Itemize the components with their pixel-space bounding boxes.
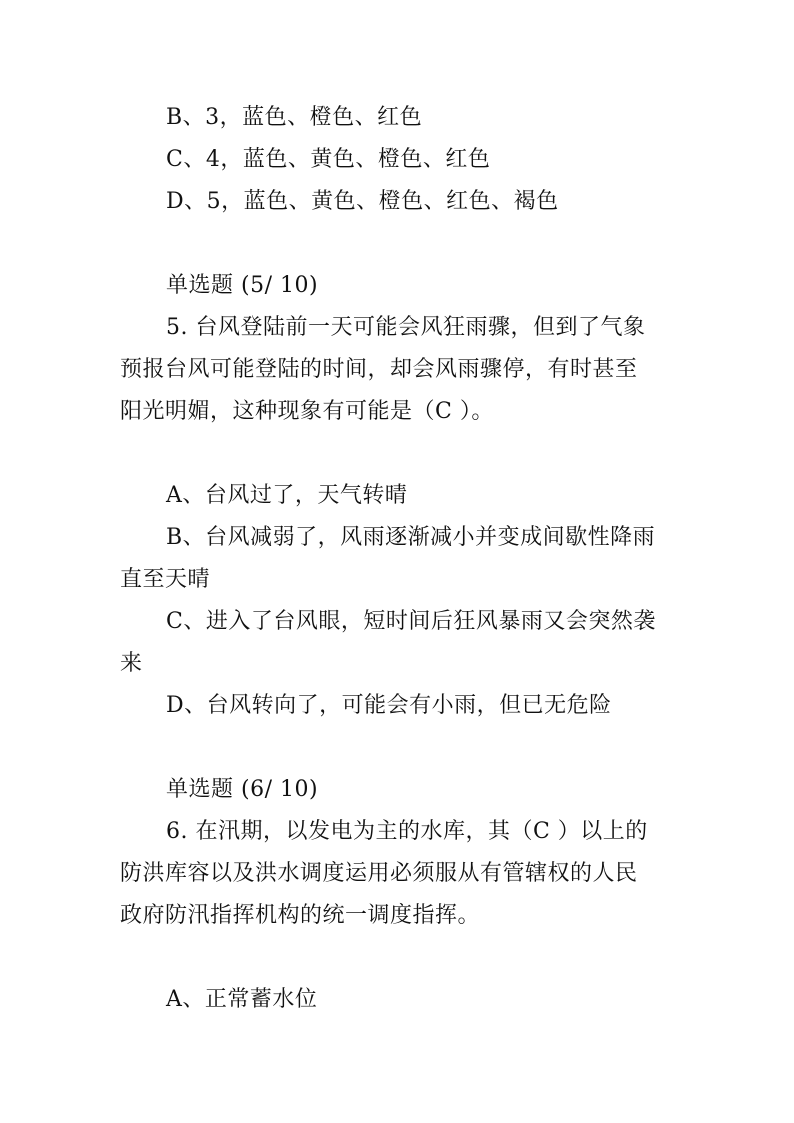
question-5-text-line-2: 预报台风可能登陆的时间，却会风雨骤停，有时甚至 — [120, 357, 638, 382]
question-6-header: 单选题 (6/ 10) — [166, 777, 319, 802]
question-5-option-c-continued: 来 — [120, 651, 143, 676]
question-5-option-b-continued: 直至天晴 — [120, 567, 211, 592]
question-5-option-a: A、台风过了，天气转晴 — [166, 483, 408, 508]
option-c-previous-question: C、4，蓝色、黄色、橙色、红色 — [166, 147, 491, 172]
question-5-option-d: D、台风转向了，可能会有小雨，但已无危险 — [166, 693, 612, 718]
question-5-text-line-3: 阳光明媚，这种现象有可能是（C ）。 — [120, 399, 494, 424]
question-5-option-c: C、进入了台风眼，短时间后狂风暴雨又会突然袭 — [166, 609, 656, 634]
question-5-text-line-1: 5. 台风登陆前一天可能会风狂雨骤，但到了气象 — [166, 315, 646, 340]
option-d-previous-question: D、5，蓝色、黄色、橙色、红色、褐色 — [166, 189, 559, 214]
option-b-previous-question: B、3，蓝色、橙色、红色 — [166, 105, 423, 130]
question-6-text-line-3: 政府防汛指挥机构的统一调度指挥。 — [120, 903, 481, 928]
question-6-text-line-2: 防洪库容以及洪水调度运用必须服从有管辖权的人民 — [120, 861, 638, 886]
question-6-option-a: A、正常蓄水位 — [166, 987, 318, 1012]
question-5-option-b: B、台风减弱了，风雨逐渐减小并变成间歇性降雨 — [166, 525, 656, 550]
question-5-header: 单选题 (5/ 10) — [166, 273, 319, 298]
question-6-text-line-1: 6. 在汛期，以发电为主的水库，其（C ）以上的 — [166, 819, 648, 844]
